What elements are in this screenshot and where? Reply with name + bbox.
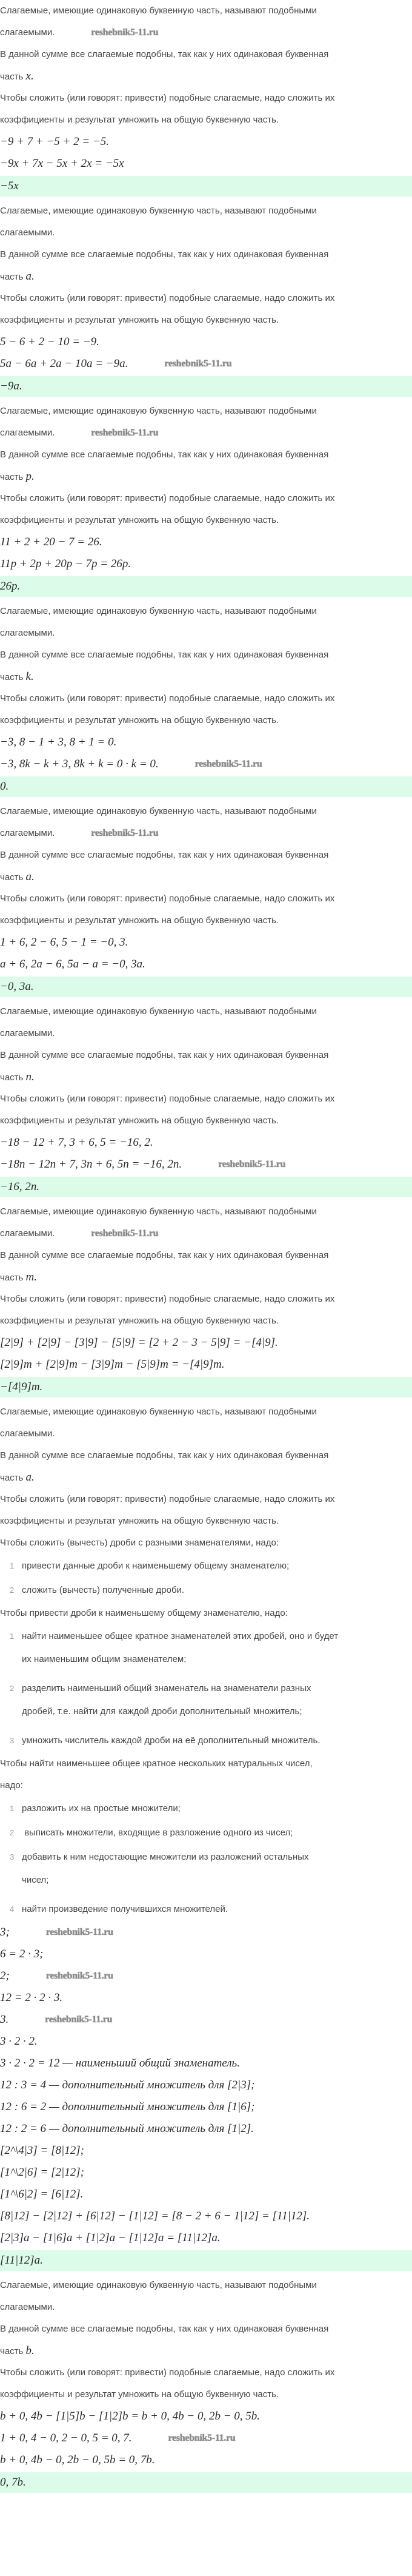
solution-section [0,1201,412,1397]
paragraph-line [0,1066,412,1088]
paragraph-line [0,1445,412,1467]
variable-name: x. [25,70,34,82]
watermark: reshebnik5-11.ru [91,428,159,438]
equation [0,1354,412,1376]
list-item-text: найти наименьшее общее кратное знаменателей этих дробей, оно и будет [22,1631,339,1641]
equation [0,353,412,375]
equation [0,531,412,553]
paragraph-text: Чтобы сложить (или говорят: привести) подобные слагаемые, надо сложить их [0,1294,335,1304]
paragraph-line [0,288,412,309]
paragraph-line [0,688,412,710]
list-number: 3 [10,1852,15,1861]
equation [0,2074,412,2096]
list-item-text: их наименьшим общим знаменателем; [22,1654,187,1664]
paragraph-line [0,2362,412,2384]
list-item [0,1845,412,1869]
list-item-text: привести данные дроби к наименьшему общему знаменателю; [22,1561,290,1571]
equation [0,2406,412,2427]
paragraph-line [0,222,412,244]
paragraph-line [0,822,412,844]
paragraph-line [0,666,412,688]
paragraph-line [0,1510,412,1532]
paragraph-text: Чтобы сложить (или говорят: привести) подобные слагаемые, надо сложить их [0,493,335,503]
solution-section [0,400,412,597]
equation-text: [2|9] + [2|9] − [3|9] − [5|9] = [2 + 2 − 3 − 5|9] = −[4|9]. [0,1336,278,1349]
list-item-text: найти произведение получившихся множителей. [22,1904,228,1914]
answer-text: 0. [0,780,9,793]
answer-text: −5x [0,180,19,192]
paragraph-line [0,66,412,87]
paragraph-line [0,1602,412,1624]
equation [0,2096,412,2118]
paragraph-line [0,801,412,822]
equation [0,2162,412,2184]
answer-text: −[4|9]m. [0,1380,43,1393]
paragraph-text: часть [0,1473,26,1483]
list-item-continuation [0,1701,412,1723]
paragraph-line [0,1775,412,1797]
paragraph-text: Слагаемые, имеющие одинаковую буквенную часть, называют подобными [0,2280,317,2290]
equation-text: 1 + 0, 4 − 0, 2 − 0, 5 = 0, 7. [0,2432,132,2444]
answer-text: −9a. [0,380,22,392]
paragraph-line [0,244,412,266]
list-number: 1 [10,1561,15,1570]
equation-text: −3, 8 − 1 + 3, 8 + 1 = 0. [0,736,117,748]
paragraph-text: коэффициенты и результат умножить на общую буквенную часть. [0,115,279,125]
paragraph-text: В данной сумме все слагаемые подобны, так как у них одинаковая буквенная [0,449,329,460]
paragraph-line [0,466,412,488]
list-number: 3 [10,1736,15,1745]
paragraph-text: Чтобы сложить (вычесть) дроби с разными знаменателями, надо: [0,1538,279,1548]
paragraph-text: Чтобы сложить (или говорят: привести) подобные слагаемые, надо сложить их [0,293,335,303]
paragraph-line [0,1088,412,1110]
watermark: reshebnik5-11.ru [45,2014,113,2025]
paragraph-line [0,866,412,888]
equation-text: 12 : 2 = 6 — дополнительный множитель для [1|2]. [0,2122,254,2135]
paragraph-line [0,444,412,466]
watermark: reshebnik5-11.ru [91,1228,159,1239]
watermark: reshebnik5-11.ru [218,1159,286,1169]
list-item [0,1729,412,1753]
list-number: 1 [10,1632,15,1641]
paragraph-line [0,1753,412,1775]
paragraph-line [0,0,412,22]
answer-box [0,1177,412,1197]
answer-box [0,576,412,597]
answer-box [0,1377,412,1397]
answer-text: 26p. [0,580,21,593]
paragraph-line [0,1201,412,1223]
paragraph-text: Чтобы сложить (или говорят: привести) подобные слагаемые, надо сложить их [0,2367,335,2378]
paragraph-line [0,22,412,44]
paragraph-line [0,44,412,66]
watermark: reshebnik5-11.ru [91,27,159,38]
paragraph-text: коэффициенты и результат умножить на общую буквенную часть. [0,915,279,926]
paragraph-text: коэффициенты и результат умножить на общую буквенную часть. [0,1516,279,1526]
list-number: 1 [10,1804,15,1813]
paragraph-line [0,910,412,932]
equation [0,2427,412,2449]
paragraph-line [0,1245,412,1266]
paragraph-text: Слагаемые, имеющие одинаковую буквенную часть, называют подобными [0,1206,317,1217]
equation [0,2184,412,2205]
equation-text: 5a − 6a + 2a − 10a = −9a. [0,357,128,370]
list-item-text: разделить наименьший общий знаменатель на знаменатели разных [22,1683,311,1693]
paragraph-text: часть [0,2346,26,2356]
paragraph-line [0,1401,412,1423]
solution-section [0,2275,412,2493]
list-item-continuation [0,1649,412,1670]
solution-section [0,200,412,397]
paragraph-line [0,1023,412,1044]
paragraph-line [0,2384,412,2406]
paragraph-text: В данной сумме все слагаемые подобны, так как у них одинаковая буквенная [0,49,329,59]
paragraph-text: Слагаемые, имеющие одинаковую буквенную часть, называют подобными [0,206,317,216]
paragraph-line [0,1532,412,1554]
answer-text: −0, 3a. [0,980,34,993]
list-item [0,1821,412,1845]
list-item [0,1624,412,1649]
paragraph-text: В данной сумме все слагаемые подобны, так как у них одинаковая буквенная [0,2324,329,2334]
paragraph-text: В данной сумме все слагаемые подобны, так как у них одинаковая буквенная [0,1250,329,1260]
equation-text: 12 : 6 = 2 — дополнительный множитель для [1|6]; [0,2100,255,2113]
paragraph-text: часть [0,672,26,682]
paragraph-text: часть [0,872,26,883]
paragraph-text: коэффициенты и результат умножить на общую буквенную часть. [0,2389,279,2399]
paragraph-line [0,622,412,644]
paragraph-text: Чтобы привести дроби к наименьшему общему знаменателю, надо: [0,1608,288,1618]
equation [0,1922,412,1943]
paragraph-text: Чтобы сложить (или говорят: привести) подобные слагаемые, надо сложить их [0,1094,335,1104]
answer-box [0,376,412,397]
equation [0,2140,412,2162]
paragraph-text: слагаемыми. [0,828,55,838]
paragraph-text: коэффициенты и результат умножить на общую буквенную часть. [0,315,279,325]
list-item [0,1554,412,1578]
equation [0,553,412,575]
paragraph-text: часть [0,472,26,482]
equation-text: [8|12] − [2|12] + [6|12] − [1|12] = [8 − 2 + 6 − 1|12] = [11|12]. [0,2210,310,2222]
equation-text: 3 · 2 · 2. [0,2035,38,2048]
paragraph-text: В данной сумме все слагаемые подобны, так как у них одинаковая буквенная [0,850,329,860]
paragraph-text: Слагаемые, имеющие одинаковую буквенную часть, называют подобными [0,1407,317,1417]
variable-name: m. [25,1271,37,1283]
list-item-text: сложить (вычесть) полученные дроби. [22,1585,185,1595]
paragraph-line [0,87,412,109]
equation-text: −9 + 7 + −5 + 2 = −5. [0,135,109,148]
paragraph-text: В данной сумме все слагаемые подобны, так как у них одинаковая буквенная [0,650,329,660]
equation [0,2031,412,2053]
paragraph-line [0,644,412,666]
equation-text: 3. [0,2013,9,2026]
equation [0,1987,412,2009]
equation-text: 2; [0,1969,10,1982]
solution-section [0,0,412,197]
equation [0,1154,412,1175]
watermark: reshebnik5-11.ru [45,1927,113,1937]
equation-text: a + 6, 2a − 6, 5a − a = −0, 3a. [0,958,145,970]
paragraph-line [0,266,412,288]
watermark: reshebnik5-11.ru [45,1971,113,1981]
list-item-text: разложить их на простые множители; [22,1803,181,1814]
paragraph-text: часть [0,1072,26,1083]
paragraph-text: В данной сумме все слагаемые подобны, так как у них одинаковая буквенная [0,1050,329,1060]
equation-text: b + 0, 4b − 0, 2b − 0, 5b = 0, 7b. [0,2453,155,2466]
equation-text: 11 + 2 + 20 − 7 = 26. [0,536,102,548]
answer-box [0,776,412,797]
paragraph-text: Слагаемые, имеющие одинаковую буквенную часть, называют подобными [0,1006,317,1017]
equation [0,953,412,975]
paragraph-text: слагаемыми. [0,2302,55,2312]
paragraph-line [0,1266,412,1288]
equation-text: 3; [0,1926,10,1939]
paragraph-line [0,1223,412,1245]
paragraph-text: Слагаемые, имеющие одинаковую буквенную часть, называют подобными [0,606,317,616]
equation-text: [2^\4|3] = [8|12]; [0,2144,84,2157]
paragraph-text: В данной сумме все слагаемые подобны, так как у них одинаковая буквенная [0,249,329,260]
paragraph-text: слагаемыми. [0,1428,55,1439]
equation-text: [1^\6|2] = [6|12]. [0,2188,84,2201]
solution-section [0,1401,412,2271]
equation-text: 5 − 6 + 2 − 10 = −9. [0,335,99,348]
variable-name: p. [25,470,35,483]
paragraph-text: коэффициенты и результат умножить на общую буквенную часть. [0,1115,279,1126]
list-item [0,1797,412,1821]
paragraph-text: коэффициенты и результат умножить на общую буквенную часть. [0,515,279,525]
paragraph-text: В данной сумме все слагаемые подобны, так как у них одинаковая буквенная [0,1450,329,1461]
equation-text: −18n − 12n + 7, 3n + 6, 5n = −16, 2n. [0,1158,182,1171]
paragraph-line [0,2340,412,2362]
equation [0,2009,412,2031]
equation-text: 12 : 3 = 4 — дополнительный множитель для [2|3]; [0,2079,255,2091]
list-number: 2 [10,1586,15,1595]
list-item-text: умножить числитель каждой дроби на её дополнительный множитель. [22,1735,321,1746]
list-item-text: выписать множители, входящие в разложение одного из чисел; [22,1828,293,1838]
paragraph-line [0,2318,412,2340]
paragraph-line [0,710,412,731]
list-item-text: чисел; [22,1875,49,1885]
list-item-text: добавить к ним недостающие множители из разложений остальных [22,1852,309,1862]
paragraph-text: Чтобы найти наименьшее общее кратное нескольких натуральных чисел, [0,1758,313,1769]
paragraph-line [0,1288,412,1310]
equation [0,2205,412,2227]
paragraph-text: слагаемыми. [0,227,55,238]
paragraph-line [0,509,412,531]
equation-text: [1^\2|6] = [2|12]; [0,2166,84,2179]
paragraph-line [0,1110,412,1132]
equation-text: [2|9]m + [2|9]m − [3|9]m − [5|9]m = −[4|9]m. [0,1358,225,1371]
paragraph-text: слагаемыми. [0,1228,55,1239]
paragraph-line [0,200,412,222]
paragraph-text: слагаемыми. [0,628,55,638]
answer-text: 0, 7b. [0,2476,26,2489]
watermark: reshebnik5-11.ru [194,759,262,769]
equation-text: 12 = 2 · 2 · 3. [0,1991,63,2004]
equation [0,2227,412,2249]
list-number: 2 [10,1828,15,1837]
equation-text: b + 0, 4b − [1|5]b − [1|2]b = b + 0, 4b − 0, 2b − 0, 5b. [0,2410,261,2423]
paragraph-line [0,309,412,331]
variable-name: n. [25,1071,35,1083]
paragraph-line [0,600,412,622]
equation [0,932,412,953]
paragraph-text: часть [0,272,26,282]
list-item-text: дробей, т.е. найти для каждой дроби дополнительный множитель; [22,1706,302,1717]
solution-section [0,600,412,797]
variable-name: a. [25,870,35,883]
paragraph-line [0,2275,412,2296]
paragraph-text: коэффициенты и результат умножить на общую буквенную часть. [0,1316,279,1326]
paragraph-text: Чтобы сложить (или говорят: привести) подобные слагаемые, надо сложить их [0,93,335,103]
paragraph-text: Слагаемые, имеющие одинаковую буквенную часть, называют подобными [0,5,317,16]
paragraph-line [0,844,412,866]
equation [0,1943,412,1965]
paragraph-line [0,1467,412,1488]
equation [0,331,412,353]
list-item [0,1578,412,1602]
paragraph-line [0,1488,412,1510]
equation-text: −3, 8k − k + 3, 8k + k = 0 · k = 0. [0,758,159,770]
variable-name: b. [25,2344,35,2357]
paragraph-line [0,1001,412,1023]
equation-text: 6 = 2 · 3; [0,1948,44,1960]
paragraph-line [0,2296,412,2318]
list-item-continuation [0,1869,412,1891]
list-number: 4 [10,1905,15,1914]
paragraph-text: надо: [0,1780,23,1791]
paragraph-line [0,488,412,509]
answer-box [0,2472,412,2493]
equation-text: −18 − 12 + 7, 3 + 6, 5 = −16, 2. [0,1136,153,1149]
paragraph-text: Слагаемые, имеющие одинаковую буквенную часть, называют подобными [0,806,317,816]
equation [0,1132,412,1154]
paragraph-line [0,1423,412,1445]
equation-text: 11p + 2p + 20p − 7p = 26p. [0,557,131,570]
paragraph-text: коэффициенты и результат умножить на общую буквенную часть. [0,715,279,725]
paragraph-line [0,400,412,422]
paragraph-text: слагаемыми. [0,1028,55,1038]
answer-box [0,977,412,997]
answer-text: [11|12]a. [0,2254,43,2267]
equation [0,1332,412,1354]
equation-text: 3 · 2 · 2 = 12 — наименьший общий знаменатель. [0,2057,240,2070]
list-number: 2 [10,1684,15,1693]
paragraph-text: Слагаемые, имеющие одинаковую буквенную часть, называют подобными [0,406,317,416]
paragraph-line [0,1044,412,1066]
paragraph-line [0,422,412,444]
paragraph-text: Чтобы сложить (или говорят: привести) подобные слагаемые, надо сложить их [0,1494,335,1504]
equation [0,753,412,775]
paragraph-text: Чтобы сложить (или говорят: привести) подобные слагаемые, надо сложить их [0,693,335,704]
watermark: reshebnik5-11.ru [168,2433,236,2443]
paragraph-line [0,1310,412,1332]
answer-box [0,176,412,197]
paragraph-text: Чтобы сложить (или говорят: привести) подобные слагаемые, надо сложить их [0,893,335,904]
variable-name: a. [25,270,35,283]
variable-name: a. [25,1471,35,1484]
equation [0,731,412,753]
answer-box [0,2250,412,2271]
equation-text: −9x + 7x − 5x + 2x = −5x [0,157,124,170]
paragraph-text: часть [0,1273,26,1283]
equation [0,2449,412,2471]
solution-section [0,1001,412,1197]
answer-text: −16, 2n. [0,1180,40,1193]
watermark: reshebnik5-11.ru [91,828,159,838]
equation [0,2053,412,2074]
list-item [0,1676,412,1701]
paragraph-line [0,109,412,131]
equation [0,131,412,153]
equation [0,153,412,175]
equation [0,1965,412,1987]
variable-name: k. [25,670,34,683]
paragraph-text: слагаемыми. [0,27,55,38]
equation-text: [2|3]a − [1|6]a + [1|2]a − [1|12]a = [11|12]a. [0,2231,221,2244]
paragraph-text: часть [0,72,26,82]
solution-section [0,801,412,997]
equation-text: 1 + 6, 2 − 6, 5 − 1 = −0, 3. [0,936,128,949]
watermark: reshebnik5-11.ru [164,358,232,369]
paragraph-line [0,888,412,910]
paragraph-text: слагаемыми. [0,428,55,438]
list-item [0,1897,412,1922]
equation [0,2118,412,2140]
